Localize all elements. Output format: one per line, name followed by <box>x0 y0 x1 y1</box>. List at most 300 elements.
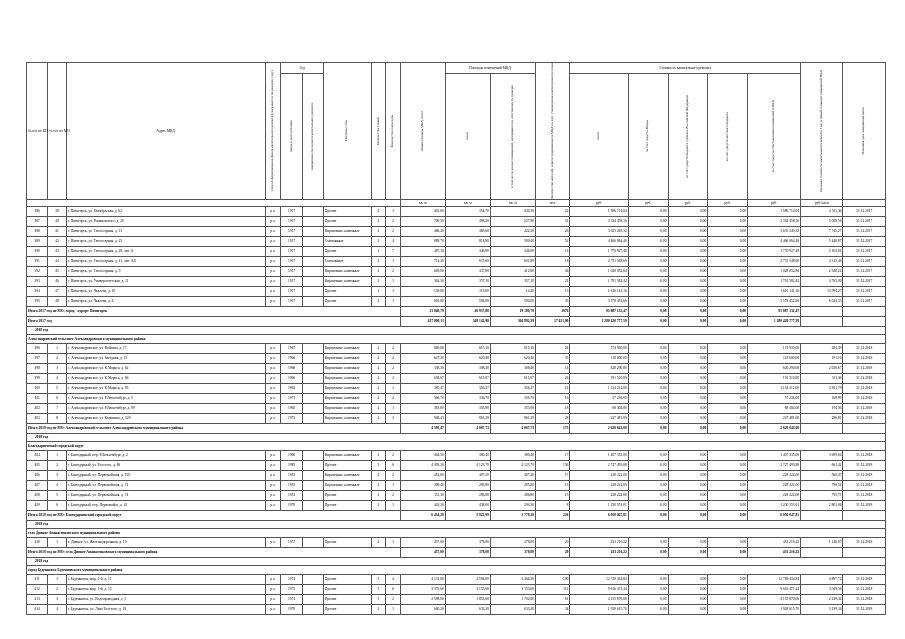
table-cell: 0,00 <box>668 604 708 614</box>
table-cell: 346,90 <box>490 246 535 256</box>
table-cell <box>302 276 323 286</box>
total-cell: 1 280 420 777,59 <box>570 316 628 326</box>
table-cell: 615,07 <box>490 373 535 383</box>
table-cell: 2 594,00 <box>445 574 490 584</box>
total-cell <box>801 316 843 326</box>
table-cell: 2 466,50 <box>490 574 535 584</box>
total-cell <box>843 547 886 557</box>
header-area-all: всего <box>465 132 470 141</box>
table-cell: 661,42 <box>801 460 843 470</box>
table-cell: 1 702,00 <box>490 594 535 604</box>
table-cell <box>302 286 323 296</box>
table-cell: 31.12.2017 <box>843 236 886 246</box>
table-cell: 26 <box>535 373 569 383</box>
table-cell: 1 701 582,42 <box>570 276 628 286</box>
table-cell: 2 <box>386 266 401 276</box>
table-cell: 31.12.2018 <box>843 393 886 403</box>
table-cell: 0,00 <box>628 500 668 510</box>
table-cell: 0,00 <box>668 480 708 490</box>
table-cell: 31.12.2018 <box>843 470 886 480</box>
table-cell: с. Александровское, ул. Р.Люксембург, д. 5 <box>66 393 265 403</box>
total-cell: 5 922,99 <box>445 510 490 520</box>
table-cell: Прочие <box>323 574 371 584</box>
table-cell: 2 <box>371 266 386 276</box>
table-cell: 1955 <box>281 480 302 490</box>
table-cell: 2 <box>48 584 67 594</box>
table-cell: 2 <box>386 490 401 500</box>
table-cell: 28 <box>535 413 569 423</box>
table-cell: 0,00 <box>668 537 708 547</box>
table-cell: 0,00 <box>668 343 708 353</box>
table-cell: г. Пятигорск, ул. Теплосерная, д. 23 <box>66 236 265 246</box>
table-cell: с. Александровское, ул. К.Маркса, д. 62 <box>66 363 265 373</box>
table-cell: 228 222,00 <box>570 470 628 480</box>
total-cell: 0,00 <box>628 306 668 316</box>
table-cell: 4 <box>386 574 401 584</box>
table-cell: 0,00 <box>708 216 748 226</box>
table-cell <box>302 450 323 460</box>
table-cell: Кирпичные, каменные <box>323 343 371 353</box>
table-cell: 0,00 <box>708 343 748 353</box>
table-cell: 422,30 <box>490 226 535 236</box>
table-cell: 640,20 <box>400 604 445 614</box>
table-cell: Смешанные <box>323 256 371 266</box>
table-cell: 2 <box>371 373 386 383</box>
table-cell: г. Пятигорск, ул. Романовского, д. 20 <box>66 216 265 226</box>
table-cell: 0,00 <box>708 353 748 363</box>
table-cell: 390 <box>27 246 48 256</box>
table-cell: 0,00 <box>628 383 668 393</box>
table-cell: 2 <box>371 343 386 353</box>
table-cell: 139,00 <box>400 286 445 296</box>
table-cell: 8 <box>535 500 569 510</box>
table-cell: 311,36 <box>801 373 843 383</box>
table-cell: 620,40 <box>490 353 535 363</box>
table-cell: 599,40 <box>490 236 535 246</box>
table-cell: 31.12.2017 <box>843 266 886 276</box>
table-cell: г. Благодарный, пер. Р.Люксембург, д. 2 <box>66 450 265 460</box>
table-cell: 452,60 <box>400 470 445 480</box>
table-cell: 354,70 <box>445 206 490 216</box>
table-cell: р.о. <box>265 353 281 363</box>
table-cell: 378,00 <box>445 537 490 547</box>
table-cell: Кирпичные, каменные <box>323 226 371 236</box>
header-cost-federal: за счет средств бюджета субъекта Российской Федерации <box>685 94 690 178</box>
total-cell: 433 216,22 <box>748 547 801 557</box>
table-cell: 5 105,01 <box>801 246 843 256</box>
table-cell: 0,00 <box>668 413 708 423</box>
municipality-heading: Благодарненский городской округ <box>27 441 886 450</box>
table-cell: 118 600,00 <box>748 353 801 363</box>
table-cell: 31.12.2018 <box>843 584 886 594</box>
table-cell: 61 <box>535 594 569 604</box>
table-cell: 1 <box>48 574 67 584</box>
table-cell: 2 239,42 <box>801 594 843 604</box>
table-cell: 33 <box>535 296 569 306</box>
total-cell: 4 595,47 <box>400 423 445 433</box>
table-row <box>27 266 886 276</box>
table-cell: 0,00 <box>628 490 668 500</box>
table-cell: 31.12.2018 <box>843 460 886 470</box>
total-cell: 0,00 <box>668 547 708 557</box>
table-cell: Кирпичные, каменные <box>323 393 371 403</box>
table-cell: 0,00 <box>668 393 708 403</box>
year-heading-row <box>27 433 886 441</box>
header-cost-owners: за счет средств собственников помещений в МКД <box>771 100 776 173</box>
table-cell: 4 <box>386 236 401 246</box>
table-cell: 191 510,00 <box>570 373 628 383</box>
table-row <box>27 490 886 500</box>
table-cell: 861,29 <box>490 413 535 423</box>
table-cell: 0,00 <box>708 373 748 383</box>
total-label: Итого 2018 год по МО: Благодарненский городской округ <box>27 510 401 520</box>
year-heading-row <box>27 557 886 565</box>
table-cell: 1 134 212,00 <box>748 383 801 393</box>
units-row <box>27 199 886 206</box>
table-cell: 294,30 <box>490 500 535 510</box>
total-cell: 0,00 <box>708 423 748 433</box>
table-cell: 2 <box>386 450 401 460</box>
table-cell: 5 <box>371 574 386 584</box>
table-cell: 31.12.2018 <box>843 373 886 383</box>
table-cell: 3 635 249,32 <box>748 226 801 236</box>
table-cell: р.о. <box>265 604 281 614</box>
table-cell: г. Пятигорск, ул. Теплосерная, д. 13 <box>66 226 265 236</box>
table-cell: 0,00 <box>628 216 668 226</box>
table-row <box>27 574 886 584</box>
table-cell: 13 <box>535 286 569 296</box>
table-cell: г. Пятигорск, ул. Чкалова, д. 10 <box>66 286 265 296</box>
table-cell: 0,00 <box>708 604 748 614</box>
table-cell: Смешанные <box>323 236 371 246</box>
table-cell <box>302 296 323 306</box>
table-cell: 3 334 458,16 <box>570 216 628 226</box>
table-cell: 403 <box>27 413 48 423</box>
table-cell: 41 <box>48 226 67 236</box>
table-cell <box>302 480 323 490</box>
table-cell: 0,00 <box>668 574 708 584</box>
municipality-heading: Александровский сельсовет Александровского муниципального района <box>27 334 886 343</box>
table-cell: 0,00 <box>708 256 748 266</box>
table-cell: 1 <box>386 604 401 614</box>
table-cell: 4 155 870,06 <box>748 594 801 604</box>
table-cell: 2 751 548,60 <box>748 256 801 266</box>
table-cell: 406 <box>27 470 48 480</box>
table-cell: 869,00 <box>400 343 445 353</box>
table-cell: 0,00 <box>708 460 748 470</box>
table-cell: 0,00 <box>668 490 708 500</box>
table-cell: 948,43 <box>400 413 445 423</box>
total-cell: 23 040,79 <box>400 306 445 316</box>
table-cell: 31.12.2018 <box>843 383 886 393</box>
total-cell: 433 216,22 <box>570 547 628 557</box>
table-cell: 1 770 927,48 <box>748 246 801 256</box>
total-cell: 20 <box>535 547 569 557</box>
table-cell: 1 407 335,00 <box>748 450 801 460</box>
table-cell: 9 616 471,44 <box>748 584 801 594</box>
table-row <box>27 246 886 256</box>
table-cell: 31.12.2017 <box>843 206 886 216</box>
table-cell <box>302 383 323 393</box>
table-cell: 0,00 <box>708 383 748 393</box>
table-cell: 356,47 <box>490 383 535 393</box>
table-cell: 6 <box>386 584 401 594</box>
table-cell: 14 <box>535 383 569 393</box>
total-cell: 304 892,29 <box>490 316 535 326</box>
unit-cell: руб. <box>628 199 668 206</box>
table-cell: Кирпичные, каменные <box>323 353 371 363</box>
table-cell: 397 <box>27 353 48 363</box>
table-cell: 1953 <box>281 490 302 500</box>
table-cell: 1970 <box>281 500 302 510</box>
table-cell: Прочие <box>323 460 371 470</box>
table-cell: г. Буденновск, ул. Водопроводная, д. 5 <box>66 594 265 604</box>
table-cell <box>302 604 323 614</box>
table-cell: 402 <box>27 403 48 413</box>
table-cell <box>302 460 323 470</box>
table-cell: 2 598,00 <box>400 594 445 604</box>
table-cell: 194,56 <box>801 403 843 413</box>
table-cell: 1965 <box>281 403 302 413</box>
table-cell: 1968 <box>281 363 302 373</box>
table-cell: г. Пятигорск, ул. Теплосерная, д. 9 <box>66 266 265 276</box>
table-cell: 228 222,00 <box>748 470 801 480</box>
table-cell: 2 <box>371 490 386 500</box>
table-cell: 0,00 <box>628 226 668 236</box>
table-cell: 68 404,00 <box>748 403 801 413</box>
table-cell: 1917 <box>281 206 302 216</box>
table-cell: 1960 <box>281 450 302 460</box>
table-cell: 2 <box>371 500 386 510</box>
table-cell: 1963 <box>281 383 302 393</box>
table-cell: 3 153,60 <box>490 584 535 594</box>
table-cell: 0,00 <box>628 373 668 383</box>
table-cell: 0,00 <box>668 353 708 363</box>
table-cell: г. Пятигорск, ул. Университетская, д. 11 <box>66 276 265 286</box>
table-cell: 31.12.2017 <box>843 226 886 236</box>
table-cell: с. Александровское, ул. Войтика, д. 17 <box>66 343 265 353</box>
table-cell: 3 181,79 <box>801 383 843 393</box>
table-cell: 412,80 <box>490 266 535 276</box>
table-cell: 1957 <box>281 537 302 547</box>
total-cell: 1 280 420 777,59 <box>748 316 801 326</box>
table-cell: 3 373,60 <box>400 584 445 594</box>
table-cell: 6 <box>48 393 67 403</box>
table-cell: 14 <box>535 363 569 373</box>
table-cell: 1972 <box>281 584 302 594</box>
table-cell: 381,00 <box>400 403 445 413</box>
table-cell: 414 <box>27 604 48 614</box>
table-cell: 0,00 <box>708 413 748 423</box>
table-cell: 4 315,46 <box>801 256 843 266</box>
table-cell: 2 <box>48 460 67 470</box>
table-cell: р.о. <box>265 373 281 383</box>
table-cell: р.о. <box>265 537 281 547</box>
table-cell: 385,47 <box>400 383 445 393</box>
table-cell: р.о. <box>265 403 281 413</box>
table-cell <box>302 500 323 510</box>
table-cell: 3 <box>48 594 67 604</box>
total-cell: 2 620 643,00 <box>748 423 801 433</box>
total-cell: 17 451,00 <box>535 316 569 326</box>
table-row <box>27 604 886 614</box>
total-cell: 95 887 132,47 <box>570 306 628 316</box>
header-residents: Количество жителей, зарегистрированных в МКД на дату утверждения краткосрочного плана <box>549 63 554 199</box>
unit-cell: руб. <box>708 199 748 206</box>
table-cell: р.о. <box>265 286 281 296</box>
table-cell: 31.12.2018 <box>843 480 886 490</box>
table-cell: 3 <box>48 363 67 373</box>
table-cell: 560,47 <box>801 470 843 480</box>
table-cell: 0,00 <box>708 236 748 246</box>
table-cell: 3 635 249,32 <box>570 226 628 236</box>
table-cell: 0,00 <box>708 296 748 306</box>
table-cell <box>302 363 323 373</box>
table-cell: 18 <box>535 256 569 266</box>
table-cell: 1 <box>386 286 401 296</box>
table-cell: 2 727 493,80 <box>570 460 628 470</box>
table-cell: 346,90 <box>445 246 490 256</box>
table-cell: 286,80 <box>445 490 490 500</box>
table-cell <box>302 584 323 594</box>
table-cell: 1 <box>386 276 401 286</box>
table-cell: г. Благодарный, ул. Первомайская, д. 72 <box>66 480 265 490</box>
table-cell: 119,00 <box>445 286 490 296</box>
table-row <box>27 286 886 296</box>
table-cell: 286,80 <box>490 490 535 500</box>
table-cell: р.о. <box>265 383 281 393</box>
table-cell: г. Буденновск, мкр. 1-й, д. 13 <box>66 584 265 594</box>
table-cell: р.о. <box>265 393 281 403</box>
table-cell: 1917 <box>281 296 302 306</box>
table-cell: 2 <box>386 216 401 226</box>
table-cell: 0,00 <box>708 537 748 547</box>
year-heading: 2018 год <box>27 557 886 565</box>
unit-cell: руб. <box>570 199 628 206</box>
table-cell: 0,00 <box>708 480 748 490</box>
table-cell: 0,00 <box>708 286 748 296</box>
table-cell <box>302 353 323 363</box>
table-cell: г. Благодарный, ул. Толстого, д. 86 <box>66 460 265 470</box>
table-cell: 1 230 553,01 <box>748 500 801 510</box>
table-cell: 1 <box>386 206 401 216</box>
table-cell: 0,00 <box>628 537 668 547</box>
table-cell <box>302 393 323 403</box>
table-row <box>27 276 886 286</box>
table-cell: 2 803,06 <box>801 500 843 510</box>
table-cell: г. Пятигорск, ул. Октябрьская, д. 62 <box>66 206 265 216</box>
table-cell: 1917 <box>281 226 302 236</box>
table-cell: 0,00 <box>628 246 668 256</box>
table-cell: 1953 <box>281 470 302 480</box>
table-cell: 0,00 <box>708 500 748 510</box>
table-cell: с. Александровское, ул. Звездная, д. 15 <box>66 353 265 363</box>
table-cell: 396 <box>27 343 48 353</box>
table-cell: 13 594,27 <box>801 286 843 296</box>
municipality-heading-row <box>27 528 886 537</box>
table-cell: 1917 <box>281 246 302 256</box>
table-cell <box>302 246 323 256</box>
table-cell: 633,20 <box>490 604 535 614</box>
table-cell: 22 <box>535 206 569 216</box>
table-cell: 0,00 <box>628 363 668 373</box>
table-cell: 247 481,00 <box>570 413 628 423</box>
header-fund-method: Способ формирования фонда капитального ремонта (указывается по каждому году) <box>270 70 275 192</box>
table-cell: р.о. <box>265 413 281 423</box>
table-cell: 0,00 <box>628 584 668 594</box>
table-cell: 1917 <box>281 276 302 286</box>
table-cell: 0,00 <box>628 206 668 216</box>
table-cell: 4 <box>48 480 67 490</box>
table-cell: 353,90 <box>490 403 535 413</box>
table-cell: 647,20 <box>400 353 445 363</box>
table-cell: 1 770 927,48 <box>570 246 628 256</box>
header-cost-local: за счет средств местного бюджета <box>724 111 729 161</box>
table-cell: 1 <box>386 383 401 393</box>
table-cell: 620 290,00 <box>570 363 628 373</box>
table-cell: 57 236,00 <box>570 393 628 403</box>
table-cell: 408 <box>27 490 48 500</box>
table-cell: 486,20 <box>400 226 445 236</box>
table-cell: г. Пятигорск, ул. Теплосерная, д. 28, лит. А <box>66 246 265 256</box>
table-cell: р.о. <box>265 450 281 460</box>
table-cell: 174 930,00 <box>570 343 628 353</box>
table-cell: 4 123,79 <box>490 460 535 470</box>
total-cell <box>801 423 843 433</box>
table-cell: 118 600,00 <box>570 353 628 363</box>
total-cell: 6 050 047,81 <box>570 510 628 520</box>
table-cell: 2 <box>386 373 401 383</box>
table-cell: 31.12.2018 <box>843 490 886 500</box>
table-cell: 353,90 <box>445 403 490 413</box>
table-cell: 2 <box>371 470 386 480</box>
table-cell: 1966 <box>281 353 302 363</box>
table-cell: р.о. <box>265 216 281 226</box>
total-row <box>27 547 886 557</box>
table-cell: 4 123,79 <box>445 460 490 470</box>
table-cell: 411 <box>27 574 48 584</box>
table-cell: 308,40 <box>490 363 535 373</box>
table-cell: с. Александровское, ул. Р.Люксембург, д. 99 <box>66 403 265 413</box>
table-cell: 3 699,62 <box>801 450 843 460</box>
table-cell: 4 466 064,40 <box>748 236 801 246</box>
table-cell: 1 146,07 <box>801 537 843 547</box>
total-row <box>27 306 886 316</box>
table-row <box>27 594 886 604</box>
table-cell: 0,00 <box>668 226 708 236</box>
table-cell: Кирпичные, каменные <box>323 413 371 423</box>
table-cell: 45 <box>48 266 67 276</box>
table-cell: 2 <box>386 363 401 373</box>
table-cell: 2 <box>371 403 386 413</box>
table-cell: 26 <box>535 226 569 236</box>
table-cell: Кирпичные, каменные <box>323 276 371 286</box>
table-cell: Кирпичные, каменные <box>323 363 371 373</box>
table-cell: 1 616 141,16 <box>748 286 801 296</box>
table-cell: 0,00 <box>708 206 748 216</box>
table-cell: 393 <box>27 276 48 286</box>
table-row <box>27 470 886 480</box>
total-cell: 0,00 <box>668 423 708 433</box>
table-cell: 31.12.2017 <box>843 256 886 266</box>
table-cell: 17 <box>535 470 569 480</box>
table-cell: р.о. <box>265 276 281 286</box>
header-cost-group: Стоимость капитального ремонта <box>570 63 801 74</box>
total-cell: 4 067,73 <box>490 423 535 433</box>
table-cell: 2 <box>371 363 386 373</box>
table-cell: 2 <box>371 383 386 393</box>
table-cell: 5 446,87 <box>801 236 843 246</box>
